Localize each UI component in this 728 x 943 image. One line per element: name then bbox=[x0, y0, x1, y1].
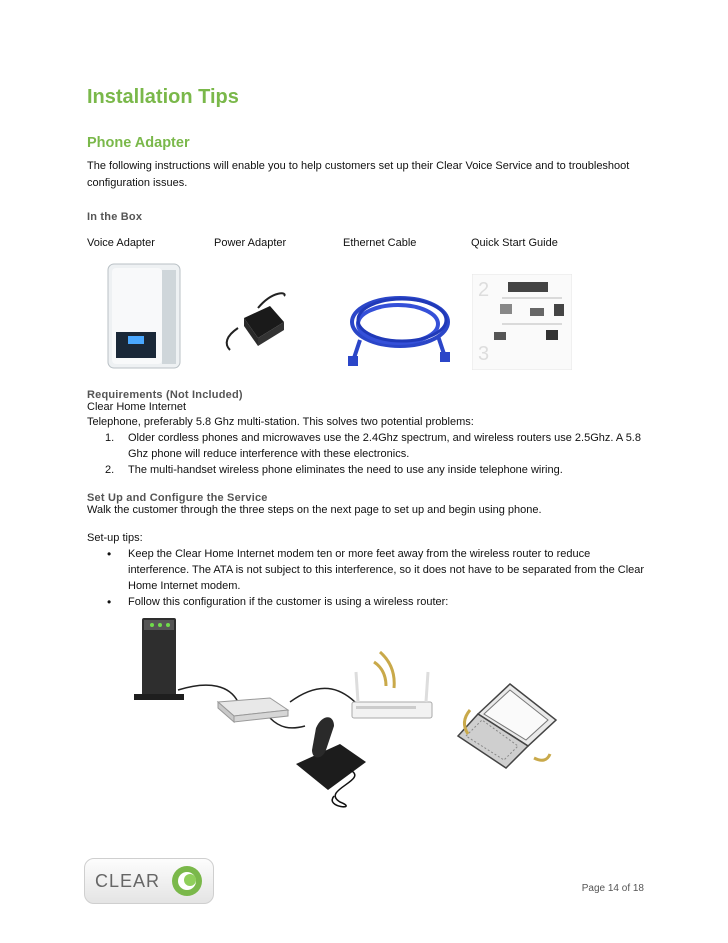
wireless-router-image bbox=[352, 652, 432, 718]
clear-swirl-icon bbox=[169, 863, 205, 899]
list-item bbox=[87, 462, 647, 478]
list-item-text: Keep the Clear Home Internet modem ten or more feet away from the wireless router to reduce interference. The ATA is not subject to this interference, so it does not have to be separated from the Clear Home Internet modem. bbox=[128, 548, 645, 592]
setup-line-1: Walk the customer through the three steps on the next page to set up and begin using phone. bbox=[87, 504, 542, 516]
list-item bbox=[87, 430, 647, 462]
list-item bbox=[87, 546, 647, 594]
svg-text:3: 3 bbox=[478, 343, 490, 365]
in-box-item-power-adapter: Power Adapter bbox=[214, 237, 287, 249]
list-item-text: Follow this configuration if the customer is using a wireless router: bbox=[128, 596, 449, 608]
setup-heading: Set Up and Configure the Service bbox=[87, 492, 268, 504]
power-adapter-image bbox=[218, 288, 298, 358]
page-title: Installation Tips bbox=[87, 86, 239, 108]
requirements-heading: Requirements (Not Included) bbox=[87, 389, 243, 401]
bullet-icon: • bbox=[107, 595, 112, 609]
configuration-diagram bbox=[120, 610, 580, 810]
quick-start-guide-image bbox=[472, 274, 572, 370]
requirements-line-1: Clear Home Internet bbox=[87, 401, 187, 413]
intro-paragraph: The following instructions will enable you to help customers set up their Clear Voice Service and to troubleshoot configuration issues. bbox=[87, 160, 630, 189]
voice-adapter-image bbox=[104, 262, 184, 370]
requirements-line-2: Telephone, preferably 5.8 Ghz multi-station. This solves two potential problems: bbox=[87, 416, 474, 428]
svg-text:2: 2 bbox=[478, 279, 490, 301]
list-item bbox=[87, 594, 647, 610]
ata-image bbox=[218, 698, 288, 722]
logo-text: CLEAR bbox=[95, 871, 161, 891]
phone-image bbox=[296, 717, 366, 807]
in-box-item-ethernet-cable: Ethernet Cable bbox=[343, 237, 417, 249]
requirements-list bbox=[87, 430, 647, 478]
laptop-image bbox=[458, 684, 556, 768]
clear-logo bbox=[84, 858, 214, 904]
setup-tips-list bbox=[87, 546, 647, 610]
in-box-item-quick-start-guide: Quick Start Guide bbox=[471, 237, 558, 249]
ethernet-cable-image bbox=[340, 282, 460, 372]
in-box-item-voice-adapter: Voice Adapter bbox=[87, 237, 155, 249]
in-box-heading: In the Box bbox=[87, 211, 143, 223]
modem-image bbox=[134, 618, 184, 700]
list-item-text: The multi-handset wireless phone eliminates the need to use any inside telephone wiring. bbox=[128, 464, 563, 476]
page-number: Page 14 of 18 bbox=[581, 883, 644, 894]
setup-tips-label: Set-up tips: bbox=[87, 532, 143, 544]
bullet-icon: • bbox=[107, 547, 112, 561]
list-marker: 2. bbox=[105, 464, 115, 476]
section-subtitle: Phone Adapter bbox=[87, 135, 190, 151]
list-marker: 1. bbox=[105, 432, 115, 444]
list-item-text: Older cordless phones and microwaves use the 2.4Ghz spectrum, and wireless routers use 2.5Ghz. A 5.8 Ghz phone will reduce interference with these electronics. bbox=[128, 432, 641, 460]
